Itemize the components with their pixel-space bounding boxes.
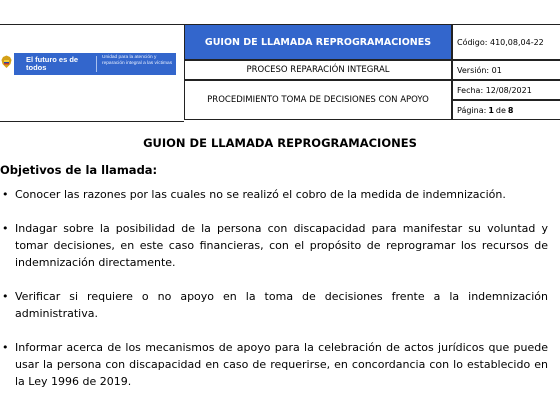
objective-text: Informar acerca de los mecanismos de apoyo para la celebración de actos jurídicos que puede usar la persona con discapacidad en caso de requerirse, en concordancia con lo establecido en la Ley 1996 de 2019. xyxy=(15,341,548,388)
list-item xyxy=(0,288,548,322)
list-item xyxy=(0,220,548,271)
document-version: Versión: 01 xyxy=(452,60,560,80)
objectives-heading: Objetivos de la llamada: xyxy=(0,163,158,177)
document-code: Código: 410,08,04-22 xyxy=(452,24,560,60)
logo-banner xyxy=(14,53,176,75)
process-name: PROCESO REPARACIÓN INTEGRAL xyxy=(184,60,452,80)
header-title: GUION DE LLAMADA REPROGRAMACIONES xyxy=(184,24,452,60)
page-current: 1 xyxy=(488,105,494,115)
list-item xyxy=(0,186,548,203)
objective-text: Indagar sobre la posibilidad de la persona con discapacidad para manifestar su voluntad y tomar decisiones, en este caso financieras, con el propósito de reprogramar los recursos de indemnización directamente. xyxy=(15,222,548,269)
document-title: GUION DE LLAMADA REPROGRAMACIONES xyxy=(143,136,417,150)
page-label: Página: xyxy=(457,105,487,115)
bullet-dot: • xyxy=(2,222,9,235)
bullet-dot: • xyxy=(2,188,9,201)
colombia-crest-icon xyxy=(0,55,13,69)
procedure-name: PROCEDIMIENTO TOMA DE DECISIONES CON APOYO xyxy=(184,80,452,120)
bullet-dot: • xyxy=(2,341,9,354)
document-date: Fecha: 12/08/2021 xyxy=(452,80,560,100)
logo-separator xyxy=(96,56,97,72)
objective-text: Conocer las razones por las cuales no se realizó el cobro de la medida de indemnización. xyxy=(15,188,506,201)
objective-text: Verificar si requiere o no apoyo en la toma de decisiones frente a la indemnización administrativa. xyxy=(15,290,548,320)
logo-main-text: El futuro es de todos xyxy=(26,55,79,72)
logo-sub-text: Unidad para la atención y reparación integral a las víctimas xyxy=(102,55,173,66)
document-header xyxy=(0,24,560,120)
page-total: 8 xyxy=(507,105,514,115)
page-indicator xyxy=(452,100,560,120)
logo-cell xyxy=(0,24,184,122)
list-item xyxy=(0,339,548,390)
page-of: de xyxy=(495,105,506,115)
objectives-list xyxy=(0,186,548,390)
bullet-dot: • xyxy=(2,290,9,303)
